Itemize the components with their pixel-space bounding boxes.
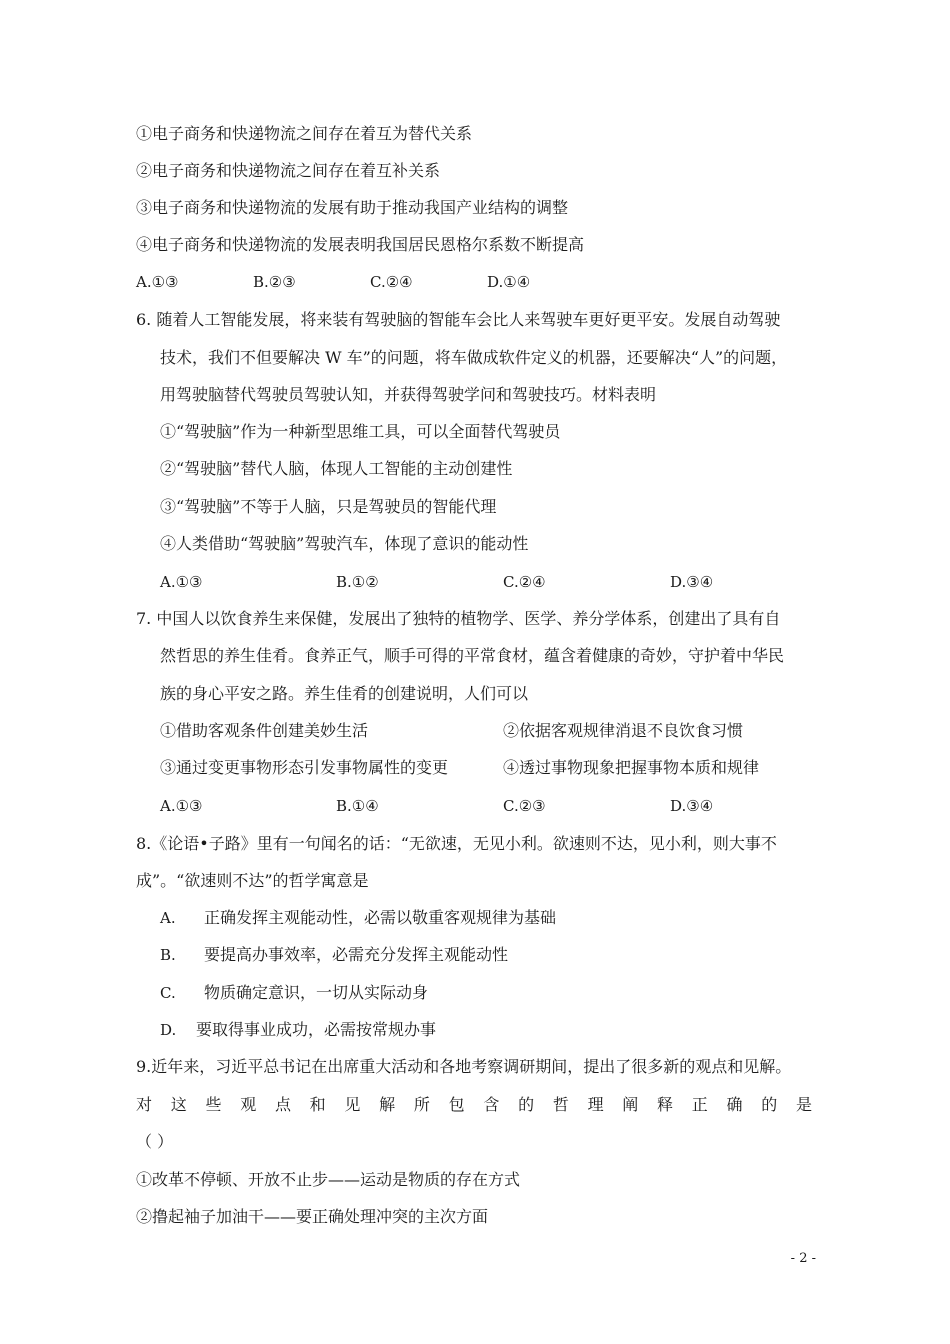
q8-stem-line-1: 8.《论语•子路》里有一句闻名的话：“无欲速，无见小利。欲速则不达，见小利，则大事不 [136,834,777,853]
q8-option-b-text: 要提高办事效率，必需充分发挥主观能动性 [204,945,509,964]
q8-option-b-letter: B. [160,946,176,964]
q6-option-b: B.①② [336,573,379,591]
q7-option-d: D.③④ [670,797,714,815]
q6-statement-1: ①“驾驶脑”作为一种新型思维工具，可以全面替代驾驶员 [160,422,561,441]
q6-option-c: C.②④ [503,573,546,591]
q7-stem-line-1: 7. 中国人以饮食养生来保健，发展出了独特的植物学、医学、养分学体系，创建出了具有自 [136,609,781,628]
q5-statement-4: ④电子商务和快递物流的发展表明我国居民恩格尔系数不断提高 [136,235,585,254]
q8-stem-line-2: 成”。“欲速则不达”的哲学寓意是 [136,871,369,890]
q5-statement-3: ③电子商务和快递物流的发展有助于推动我国产业结构的调整 [136,198,569,217]
q7-statement-1: ①借助客观条件创建美妙生活 [160,721,369,740]
q5-option-d: D.①④ [487,273,531,291]
q5-statement-2: ②电子商务和快递物流之间存在着互补关系 [136,161,441,180]
q7-option-b: B.①④ [336,797,379,815]
q6-stem-line-3: 用驾驶脑替代驾驶员驾驶认知，并获得驾驶学问和驾驶技巧。材料表明 [160,385,657,404]
q8-option-a-text: 正确发挥主观能动性，必需以敬重客观规律为基础 [204,908,557,927]
q7-statement-3: ③通过变更事物形态引发事物属性的变更 [160,758,449,777]
q5-option-b: B.②③ [253,273,296,291]
page-number: - 2 - [790,1251,816,1266]
q5-option-c: C.②④ [370,273,413,291]
q8-option-c-letter: C. [160,984,176,1002]
q7-option-c: C.②③ [503,797,546,815]
q9-statement-1: ①改革不停顿、开放不止步——运动是物质的存在方式 [136,1170,521,1189]
q7-stem-line-3: 族的身心平安之路。养生佳肴的创建说明，人们可以 [160,684,529,703]
q8-option-c-text: 物质确定意识，一切从实际动身 [204,983,429,1002]
q7-stem-line-2: 然哲思的养生佳肴。食养正气，顺手可得的平常食材，蕴含着健康的奇妙，守护着中华民 [160,646,785,665]
q9-answer-blank: （ ） [136,1132,174,1151]
q7-statement-2: ②依据客观规律消退不良饮食习惯 [503,721,744,740]
q6-option-a: A.①③ [160,573,203,591]
q6-statement-3: ③“驾驶脑”不等于人脑，只是驾驶员的智能代理 [160,497,497,516]
q9-stem-line-1: 9.近年来，习近平总书记在出席重大活动和各地考察调研期间，提出了很多新的观点和见解。 [136,1057,792,1076]
q6-option-d: D.③④ [670,573,714,591]
q8-option-d-text: 要取得事业成功，必需按常规办事 [196,1020,437,1039]
q8-option-a-letter: A. [160,909,176,927]
q6-stem-line-2: 技术，我们不但要解决 W 车”的问题，将车做成软件定义的机器，还要解决“人”的问题， [160,348,788,367]
q6-statement-4: ④人类借助“驾驶脑”驾驶汽车，体现了意识的能动性 [160,534,529,553]
q7-statement-4: ④透过事物现象把握事物本质和规律 [503,758,760,777]
q5-option-a: A.①③ [136,273,179,291]
q9-stem-line-2: 对这些观点和见解所包含的哲理阐释正确的是 [136,1095,812,1114]
q7-option-a: A.①③ [160,797,203,815]
q6-stem-line-1: 6. 随着人工智能发展，将来装有驾驶脑的智能车会比人来驾驶车更好更平安。发展自动驾驶 [136,310,781,329]
q6-statement-2: ②“驾驶脑”替代人脑，体现人工智能的主动创建性 [160,459,513,478]
q5-statement-1: ①电子商务和快递物流之间存在着互为替代关系 [136,124,473,143]
q8-option-d-letter: D. [160,1021,177,1039]
q9-statement-2: ②撸起袖子加油干——要正确处理冲突的主次方面 [136,1207,489,1226]
